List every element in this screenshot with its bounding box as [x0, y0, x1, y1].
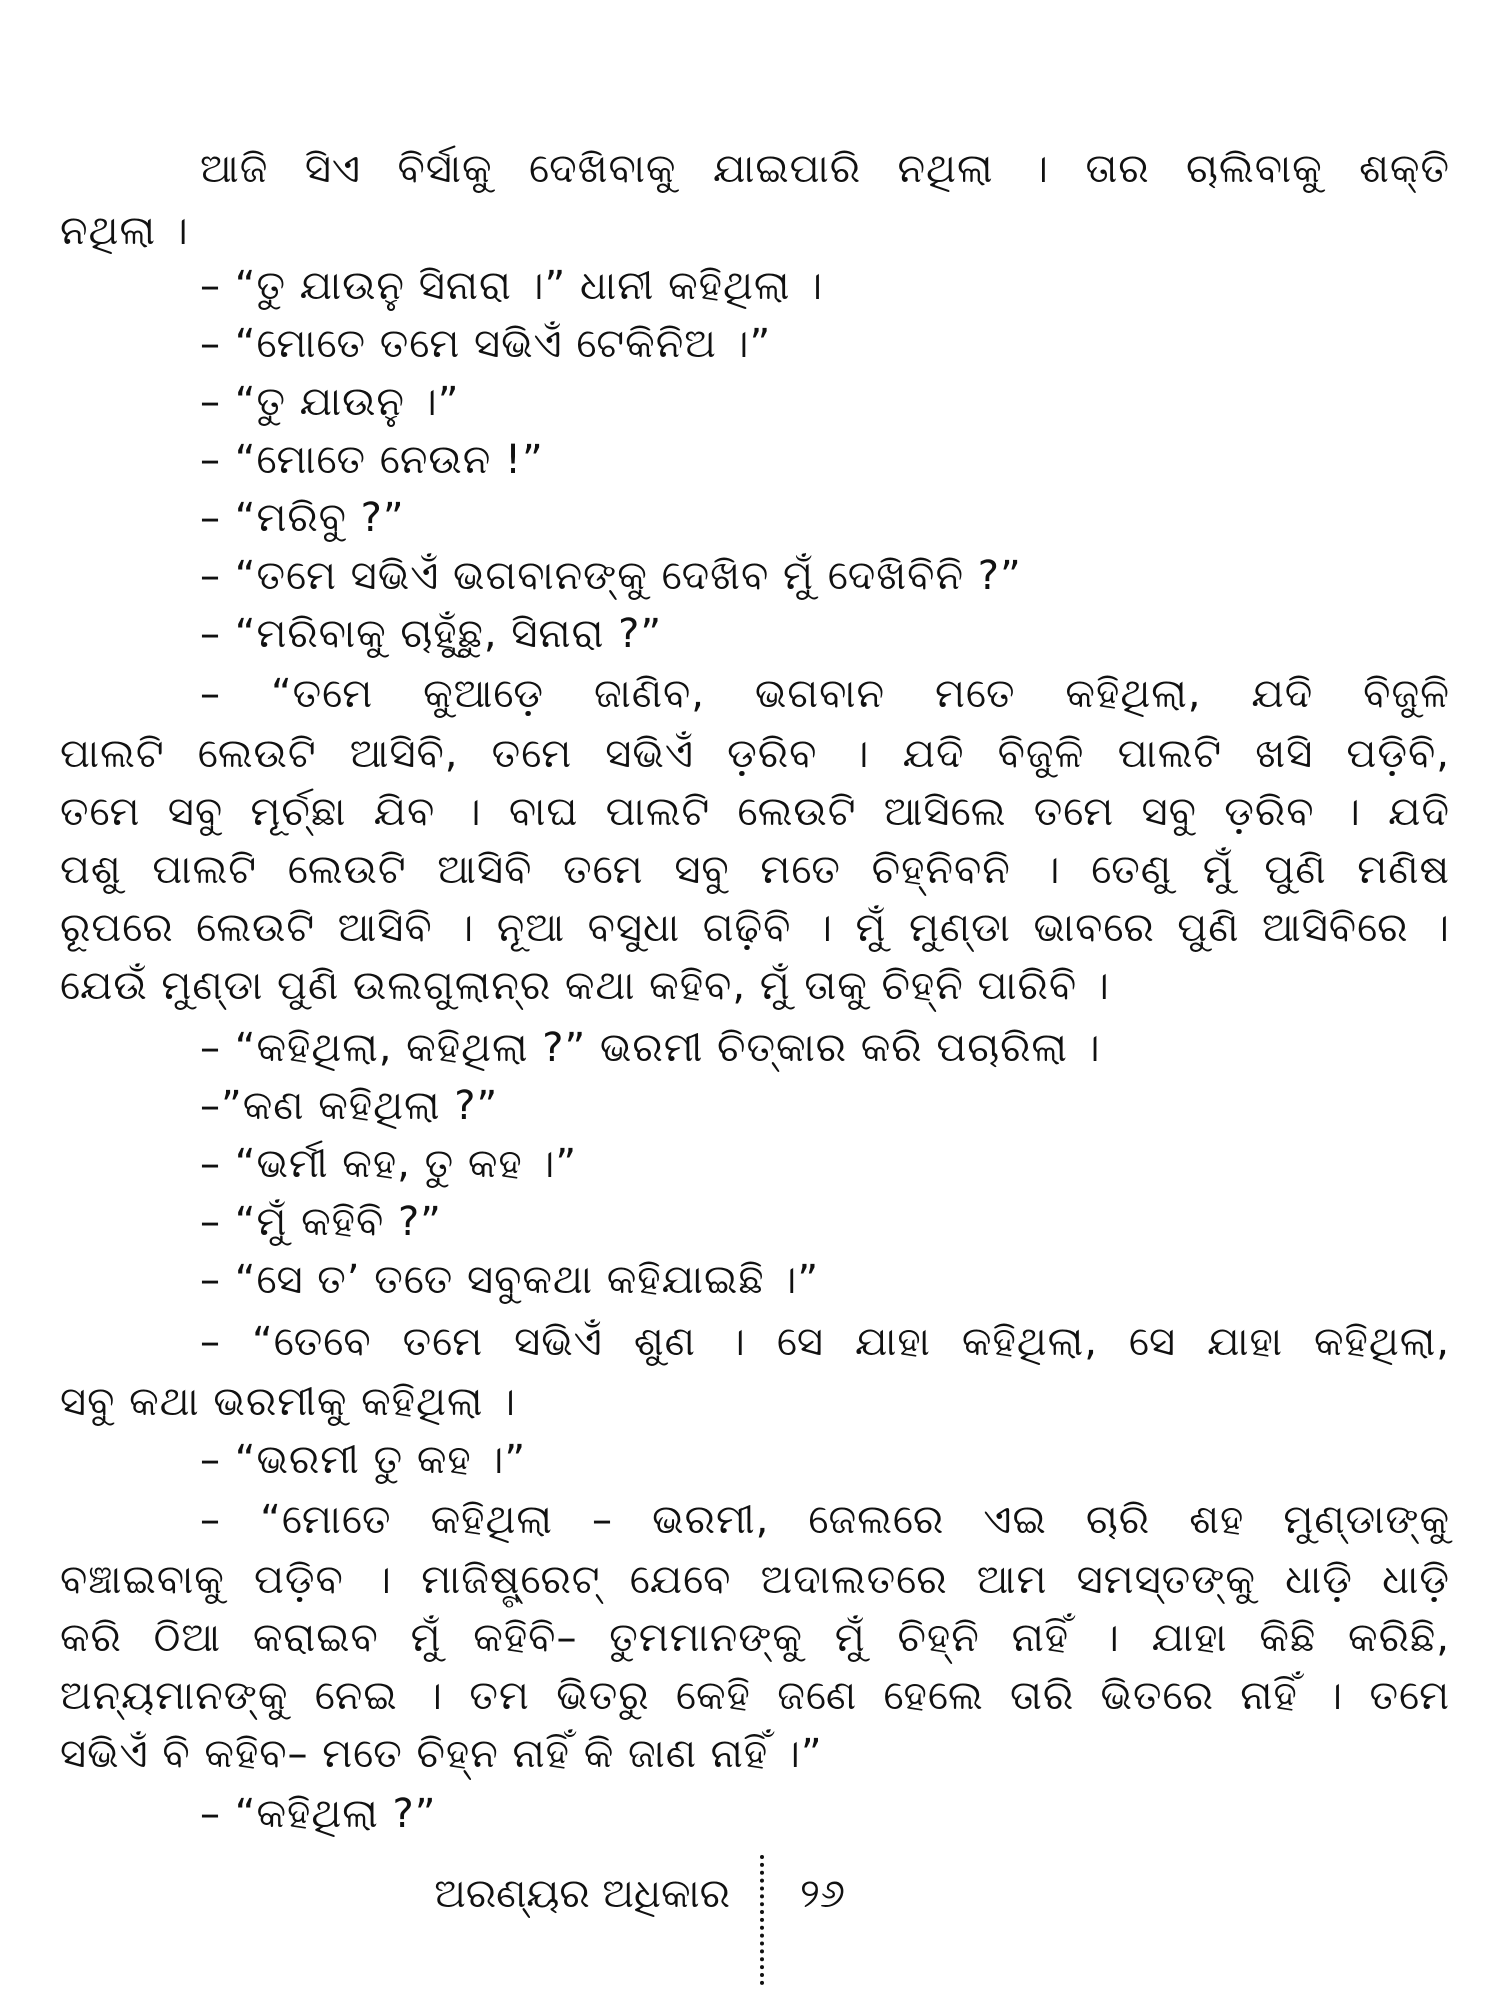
paragraph-line: ପାଲଟି ଲେଉଟି ଆସିବି, ତମେ ସଭିଏଁ ଡ଼ରିବ । ଯଦି ବିଜୁଳି ପାଲଟି ଖସି ପଡ଼ିବି,	[60, 731, 1450, 777]
dialogue-line: – “ତେବେ ତମେ ସଭିଏଁ ଶୁଣ । ସେ ଯାହା କହିଥିଲା, ସେ ଯାହା କହିଥିଲା,	[200, 1319, 1450, 1365]
dialogue-line: – “ମରିବୁ ?”	[200, 495, 405, 541]
dialogue-line: – “ମୁଁ କହିବି ?”	[200, 1199, 442, 1245]
footer-divider	[760, 1855, 764, 1985]
paragraph-line: ଅନ୍ୟମାନଙ୍କୁ ନେଇ । ତମ ଭିତରୁ କେହି ଜଣେ ହେଲେ ତାରି ଭିତରେ ନାହିଁ । ତମେ	[60, 1673, 1450, 1719]
dialogue-line: – “ଭରମୀ ତୁ କହ ।”	[200, 1437, 527, 1483]
dialogue-line: – “ତମେ କୁଆଡ଼େ ଜାଣିବ, ଭଗବାନ ମତେ କହିଥିଲା, ଯଦି ବିଜୁଳି	[200, 671, 1450, 717]
dialogue-line: – “ସେ ତ’ ତତେ ସବୁକଥା କହିଯାଇଛି ।”	[200, 1257, 820, 1303]
paragraph-line: ସଭିଏଁ ବି କହିବ– ମତେ ଚିହ୍ନ ନାହିଁ କି ଜାଣ ନାହିଁ ।”	[60, 1731, 823, 1777]
dialogue-line: – “ତୁ ଯାଉନୁ ।”	[200, 379, 460, 425]
dialogue-line: – “କହିଥିଲା ?”	[200, 1791, 437, 1837]
dialogue-line: – “ମରିବାକୁ ଚାହୁଁଛୁ, ସିନାରା ?”	[200, 611, 663, 657]
dialogue-line: – “ମୋତେ ତମେ ସଭିଏଁ ଟେକିନିଅ ।”	[200, 321, 772, 367]
paragraph-line: କରି ଠିଆ କରାଇବ ମୁଁ କହିବି– ତୁମମାନଙ୍କୁ ମୁଁ ଚିହ୍ନି ନାହିଁ । ଯାହା କିଛି କରିଛି,	[60, 1615, 1450, 1661]
paragraph-line: ରୂପରେ ଲେଉଟି ଆସିବି । ନୂଆ ବସୁଧା ଗଢ଼ିବି । ମୁଁ ମୁଣ୍ଡା ଭାବରେ ପୁଣି ଆସିବିରେ ।	[60, 905, 1450, 951]
page-number: ୨୬	[800, 1871, 846, 1917]
dialogue-line: – “ମୋତେ ନେଉନ !”	[200, 437, 544, 483]
paragraph-line: ତମେ ସବୁ ମୂର୍ଚ୍ଛା ଯିବ । ବାଘ ପାଲଟି ଲେଉଟି ଆସିଲେ ତମେ ସବୁ ଡ଼ରିବ । ଯଦି	[60, 789, 1450, 835]
paragraph-line: ପଶୁ ପାଲଟି ଲେଉଟି ଆସିବି ତମେ ସବୁ ମତେ ଚିହ୍ନିବନି । ତେଣୁ ମୁଁ ପୁଣି ମଣିଷ	[60, 847, 1450, 893]
dialogue-line: –”କଣ କହିଥିଲା ?”	[200, 1083, 499, 1129]
dialogue-line: – “ତୁ ଯାଉନୁ ସିନାରା ।” ଧାନୀ କହିଥିଲା ।	[200, 263, 824, 309]
dialogue-line: – “ଭର୍ମୀ କହ, ତୁ କହ ।”	[200, 1141, 578, 1187]
footer-book-title: ଅରଣ୍ୟର ଅଧିକାର	[434, 1871, 730, 1917]
dialogue-line: – “ମୋତେ କହିଥିଲା – ଭରମୀ, ଜେଲରେ ଏଇ ଚାରି ଶହ ମୁଣ୍ଡାଙ୍କୁ	[200, 1497, 1450, 1543]
paragraph-line: ଯେଉଁ ମୁଣ୍ଡା ପୁଣି ଉଲଗୁଲାନ୍‌ର କଥା କହିବ, ମୁଁ ତାକୁ ଚିହ୍ନି ପାରିବି ।	[60, 963, 1110, 1009]
dialogue-line: – “କହିଥିଲା, କହିଥିଲା ?” ଭରମୀ ଚିତ୍କାର କରି ପଚାରିଲା ।	[200, 1025, 1101, 1071]
paragraph-line: ବଞ୍ଚାଇବାକୁ ପଡ଼ିବ । ମାଜିଷ୍ଟ୍ରେଟ୍ ଯେବେ ଅଦାଲତରେ ଆମ ସମସ୍ତଙ୍କୁ ଧାଡ଼ି ଧାଡ଼ି	[60, 1557, 1450, 1603]
dialogue-line: – “ତମେ ସଭିଏଁ ଭଗବାନଙ୍କୁ ଦେଖିବ ମୁଁ ଦେଖିବିନି ?”	[200, 553, 1022, 599]
paragraph-line: ସବୁ କଥା ଭରମୀକୁ କହିଥିଲା ।	[60, 1379, 517, 1425]
paragraph-line: ଆଜି ସିଏ ବିର୍ସାକୁ ଦେଖିବାକୁ ଯାଇପାରି ନଥିଲା । ତାର ଚାଲିବାକୁ ଶକ୍ତି	[200, 146, 1450, 192]
paragraph-line: ନଥିଲା ।	[60, 208, 189, 254]
